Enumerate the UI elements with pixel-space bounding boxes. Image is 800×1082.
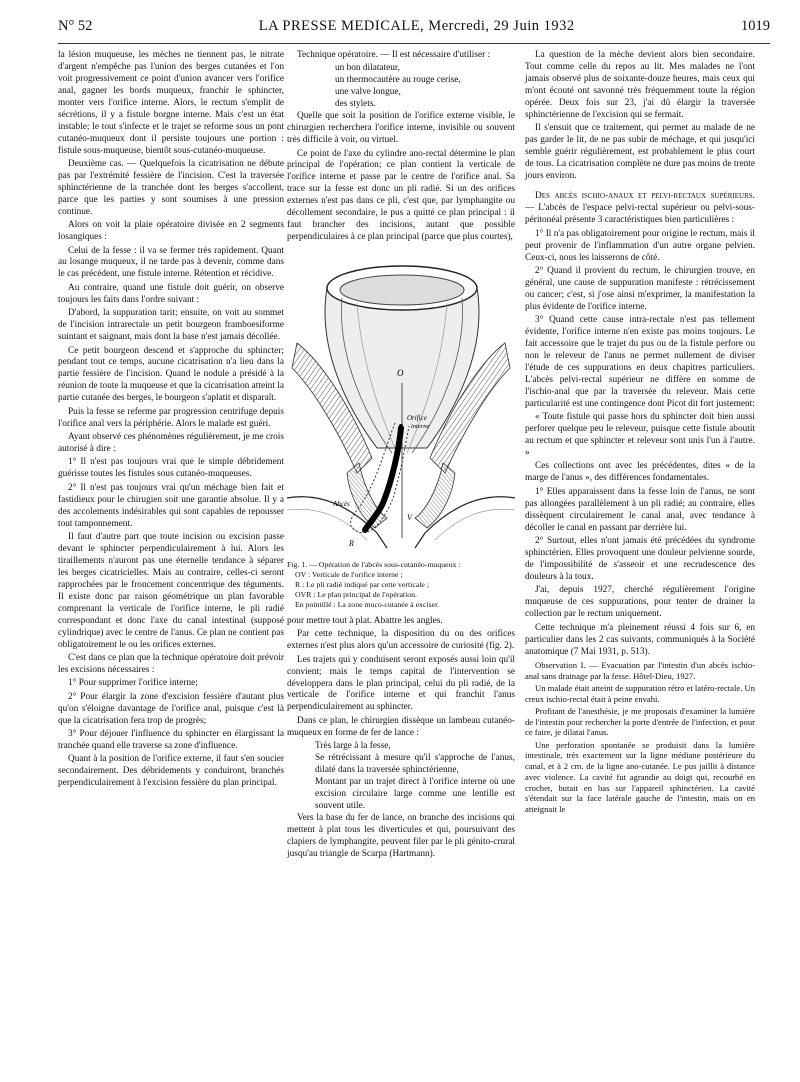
paragraph: la lésion muqueuse, les mèches ne tiennent pas, le nitrate d'argent n'empêche pas l'union des berges cutanées et l'on voit progressivement ce point d'union avancer vers l'orifice anal, gagner les bords muqueux, franchir le sphincter, monter vers l'orifice interne. Alors, le rectum s'emplit de sécrétions, il y a fistule borgne interne. Mais c'est un état instable; le tout s'infecte et le trajet se reforme sous un pont cutanéo-muqueux dont il persiste toujours une portion : fistule sous-muqueuse, bientôt sous-cutanéo-muqueuse. (58, 50, 284, 156)
paragraph: Cette technique m'a pleinement réussi 4 fois sur 6, en particulier dans les 2 cas suivants, communiqués à la Société anatomique (7 Mai 1931, p. 513). (525, 622, 755, 657)
paragraph: Celui de la fesse : il va se fermer très rapidement. Quant au losange muqueux, il ne tarde pas à devenir, comme dans le cas précédent, une fistule interne. Rétention et récidive. (58, 245, 284, 280)
column-3 (525, 50, 755, 816)
instrument-item: des stylets. (335, 99, 376, 110)
paragraph: Deuxième cas. — Quelquefois la cicatrisation ne débute pas par l'extrémité fessière de l'incision. C'est la traversée sphinctérienne de la tranchée dont les berges s'accollent, parce que les parties y sont soumises à une pression continue. (58, 158, 284, 217)
paragraph: 1° Il n'a pas obligatoirement pour origine le rectum, mais il peut provenir de l'inflammation d'un autre organe pelvien. Ceux-ci, nous les laisserons de côté. (525, 228, 755, 263)
paragraph: Les trajets qui y conduisent seront exposés aussi loin qu'il convient; mais le temps capital de l'intervention se développera dans le plan principal, celui du pli radié, de la verticale de l'orifice interne et qui franchit l'anus perpendiculairement au sphincter. (287, 654, 515, 713)
running-header (58, 18, 770, 44)
paragraph: Il faut d'autre part que toute incision ou excision passe devant le sphincter perpendiculairement à lui. Alors les tiraillements n'auront pas une éternelle tendance à séparer les berges cicatricielles. Mais au contraire, celles-ci seront rapprochées par le froncement concentrique des téguments. Il existe donc par raison géométrique un plan favorable comprenant la verticale de l'orifice interne, le pli radié correspondant et donc l'axe du canal intestinal (supposé cylindrique) avec le centre de l'anus. Ce plan ne contient pas obligatoirement le ou les orifices externes. (58, 532, 284, 650)
lance-item: Très large à la fesse, (315, 741, 391, 752)
paragraph: Alors on voit la plaie opératoire divisée en 2 segments losangiques : (58, 220, 284, 243)
figure-caption (287, 560, 515, 610)
paragraph: Au contraire, quand une fistule doit guérir, on observe toujours les faits dans l'ordre suivant : (58, 282, 284, 305)
paragraph: Ces collections ont avec les précédentes, dites « de la marge de l'anus », des différences fondamentales. (525, 461, 755, 484)
journal-title: LA PRESSE MEDICALE, (258, 18, 425, 34)
paragraph: Quelle que soit la position de l'orifice externe visible, le chirurgien recherchera l'orifice interne, invisible ou souvent très difficile à voir, ou virtuel. (287, 111, 515, 146)
label-v: V (407, 513, 412, 522)
caption-title: Fig. 1. — Opération de l'abcès sous-cutanéo-muqueux : (287, 560, 461, 569)
paragraph: 3° Pour déjouer l'influence du sphincter en élargissant la tranchée quand elle traverse sa zone d'influence. (58, 729, 284, 751)
section-intro-text: — L'abcès de l'espace pelvi-rectal supérieur ou pelvi-sous-péritonéal présente 3 caractéristiques bien particulières : (525, 203, 755, 226)
instrument-item: un bon dilatateur, (335, 63, 400, 74)
instrument-item: un thermocautère au rouge cerise, (335, 75, 461, 86)
paragraph: 1° Il n'est pas toujours vrai que le simple débridement guérisse toutes les fistules sous cutanéo-muqueuses. (58, 457, 284, 480)
observation-paragraph: Une perforation spontanée se produisit dans la lumière intestinale, très exactement sur la ligne médiane postérieure du canal, et à 2 cm. de la ligne ano-cutanée. Le pus jaillit à distance avec violence. La cavité fut agrandie au doigt qui, recourbé en crochet, butait en bas sur l'appareil sphinctérien. La cavité s'étendait sur la face latérale gauche de l'intestin, mais on en atteignait le (525, 739, 755, 814)
label-o: O (397, 368, 404, 378)
observation-paragraph: Un malade était atteint de suppuration rétro et latéro-rectale. Un creux ischio-rectal était à peine envahi. (525, 682, 756, 704)
section-intro (525, 191, 755, 227)
quotation: « Toute fistule qui passe hors du sphincter doit bien aussi perforer quelque peu le releveur, puisque cette fistule aboutit au rectum et que sphincter et releveur sont unis l'un à l'autre. » (525, 412, 755, 458)
label-abces: Abcès (333, 500, 350, 508)
paragraph: pour mettre tout à plat. Abattre les angles. (287, 615, 443, 626)
paragraph: 2° Il n'est pas toujours vrai qu'un méchage bien fait et fastidieux pour le chirugien soit une garantie absolue. Il y a des accolements indésirables qui sont capables de repousser tout tamponnement. (58, 482, 284, 529)
label-interne: interne (411, 423, 430, 430)
paragraph: D'abord, la suppuration tarit; ensuite, on voit au sommet de l'incision intrarectale un petit bourgeon framboesiforme suintant et saignant, mais dont la base n'est jamais décollée. (58, 308, 284, 343)
page-number: 1019 (740, 18, 770, 34)
label-r: R (349, 539, 354, 548)
column-1 (58, 50, 284, 792)
paragraph: C'est dans ce plan que la technique opératoire doit prévoir les excisions nécessaires : (58, 652, 284, 675)
paragraph: J'ai, depuis 1927, cherché régulièrement l'origine muqueuse de ces suppurations, pour tenter de drainer la collection par le rectum uniquement. (525, 585, 755, 620)
lance-item: Se rétrécissant à mesure qu'il s'approche de l'anus, dilaté dans la traversée sphinctérienne, (315, 753, 515, 776)
paragraph: Ce petit bourgeon descend et s'approche du sphincter; pendant tout ce temps, aucune cicatrisation n'a lieu dans la partie fessière de l'incision. Quand le nodule a présidé à la réunion de toute la muqueuse et que la cicatrisation atteint la partie cutanée des berges, le bourgeon s'aplatit et disparaît. (58, 345, 284, 404)
paragraph: Il s'ensuit que ce traitement, qui permet au malade de ne pas garder le lit, de ne pas subir de méchage, et qui jusqu'ici semble guérir régulièrement, est probablement le plus court de tous. La cicatrisation complète ne dure pas moins de trente jours environ. (525, 123, 755, 181)
technique-heading: Technique opératoire. — Il est nécessaire d'utiliser : (297, 50, 491, 60)
caption-line: R : Le pli radié indiqué par cette verticale ; (295, 579, 430, 589)
paragraph: 2° Quand il provient du rectum, le chirurgien trouve, en général, une cause de suppuration manifeste : rétrécissement ou cancer; c'est, si j'ose ainsi m'exprimer, la manifestation la plus évidente de l'orifice interne. (525, 265, 755, 312)
paragraph: 1° Elles apparaissent dans la fesse loin de l'anus, ne sont pas allongées parallèlement à un pli radié; au contraire, elles dissèquent circulairement le canal anal, avec tendance à décoller le canal en passant par derrière lui. (525, 486, 755, 533)
issue-date: Mercredi, 29 Juin 1932 (428, 18, 575, 34)
figure-1-illustration (287, 248, 515, 558)
observation-title: Observation I. — Evacuation par l'intestin d'un abcès ischio-anal sans drainage par la fesse. Hôtel-Dieu, 1927. (525, 659, 755, 681)
paragraph: Puis la fesse se referme par progression centrifuge depuis l'orifice anal vers la périphérie. Alors le malade est guéri. (58, 406, 284, 429)
anatomical-drawing (287, 248, 515, 558)
paragraph: Ayant observé ces phénomènes régulièrement, je me crois autorisé à dire : (58, 432, 284, 454)
paragraph: 2° Pour élargir la zone d'excision fessière d'autant plus qu'on s'éloigne davantage de l'orifice anal, puisque c'est là que la cicatrisation fera trop de progrès; (58, 691, 284, 726)
caption-line: OVR : Le plan principal de l'opération. (295, 589, 418, 599)
observation-paragraph: Profitant de l'anesthésie, je me proposais d'examiner la lumière de l'intestin pour rechercher la porte d'entrée de l'infection, et pour ce faire, je dilatai l'anus. (525, 705, 755, 738)
paragraph: Par cette technique, la disposition du ou des orifices externes n'est plus alors qu'un accessoire de curiosité (fig. 2). (287, 629, 515, 652)
paragraph: 3° Quand cette cause intra-rectale n'est pas tellement évidente, l'orifice interne n'en existe pas moins toujours. Le fait accessoire que le trajet du pus ou de la fistule perfore ou non le releveur de l'anus ne permet nullement de diviser l'étude de ces suppurations en deux chapitres particuliers. L'abcès pelvi-rectal supérieur ne diffère en somme de l'ischio-anal que par la traversée du releveur. Mais cette particularité est une contingence dont Picot dit fort justement: (525, 315, 755, 409)
section-heading: Des abcès ischio-anaux et pelvi-rectaux supérieurs. (535, 191, 755, 202)
paragraph: 2° Surtout, elles n'ont jamais été précédées du syndrome sphinctérien. Elles provoquent une douleur pelvienne sourde, de l'impossibilité de s'asseoir et une recrudescence des douleurs à la toux. (525, 536, 755, 582)
caption-line: En pointillé : La zone muco-cutanée à exciser. (295, 599, 440, 609)
instrument-item: une valve longue, (335, 87, 401, 98)
paragraph: Dans ce plan, le chirurgien dissèque un lambeau cutanéo-muqueux en forme de fer de lance : (287, 715, 515, 738)
paragraph: Vers la base du fer de lance, on branche des incisions qui mettent à plat tous les diverticules et qui, poursuivant des clapiers de lymphangite, peuvent filer par le pli génito-crural jusqu'au triangle de Scarpa (Hartmann). (287, 812, 515, 859)
paragraph: Ce point de l'axe du cylindre ano-rectal détermine le plan principal de l'opération; ce plan contient la verticale de l'orifice interne et passe par le centre de l'orifice anal. Sa trace sur la fesse est donc un pli radié. Si un des orifices externes n'est pas dans ce pli, c'est que, par lymphangite ou décollement secondaire, le pus a quitté ce plan principal : il faut brancher des incisions, autant que possible perpendiculaires à ce plan principal (parce que plus courtes), (287, 148, 515, 243)
paragraph: La question de la mèche devient alors bien secondaire. Tout comme celle du repos au lit. Mes malades ne l'ont jamais observé plus de soixante-douze heures, mais ceux qui m'ont écouté ont savonné très fréquemment toute la région opérée. Deux fois sur 23, j'ai dû élargir la traversée sphinctérienne de l'excision qui se fermait. (525, 50, 755, 120)
lance-item: Montant par un trajet direct à l'orifice interne où une excision circulaire large comme une lentille est souvent utile. (315, 777, 515, 811)
issue-number: N° 52 (58, 18, 93, 34)
paragraph: 1° Pour supprimer l'orifice interne; (68, 678, 198, 689)
label-orifice: Orifice (407, 414, 427, 422)
journal-title-date (259, 18, 575, 35)
paragraph: Quant à la position de l'orifice externe, il faut s'en soucier secondairement. Des débridements y conduiront, branchés perpendiculairement à l'excision fessière du plan principal. (58, 754, 284, 789)
caption-line: OV : Verticale de l'orifice interne ; (295, 569, 403, 579)
column-2 (287, 50, 515, 862)
